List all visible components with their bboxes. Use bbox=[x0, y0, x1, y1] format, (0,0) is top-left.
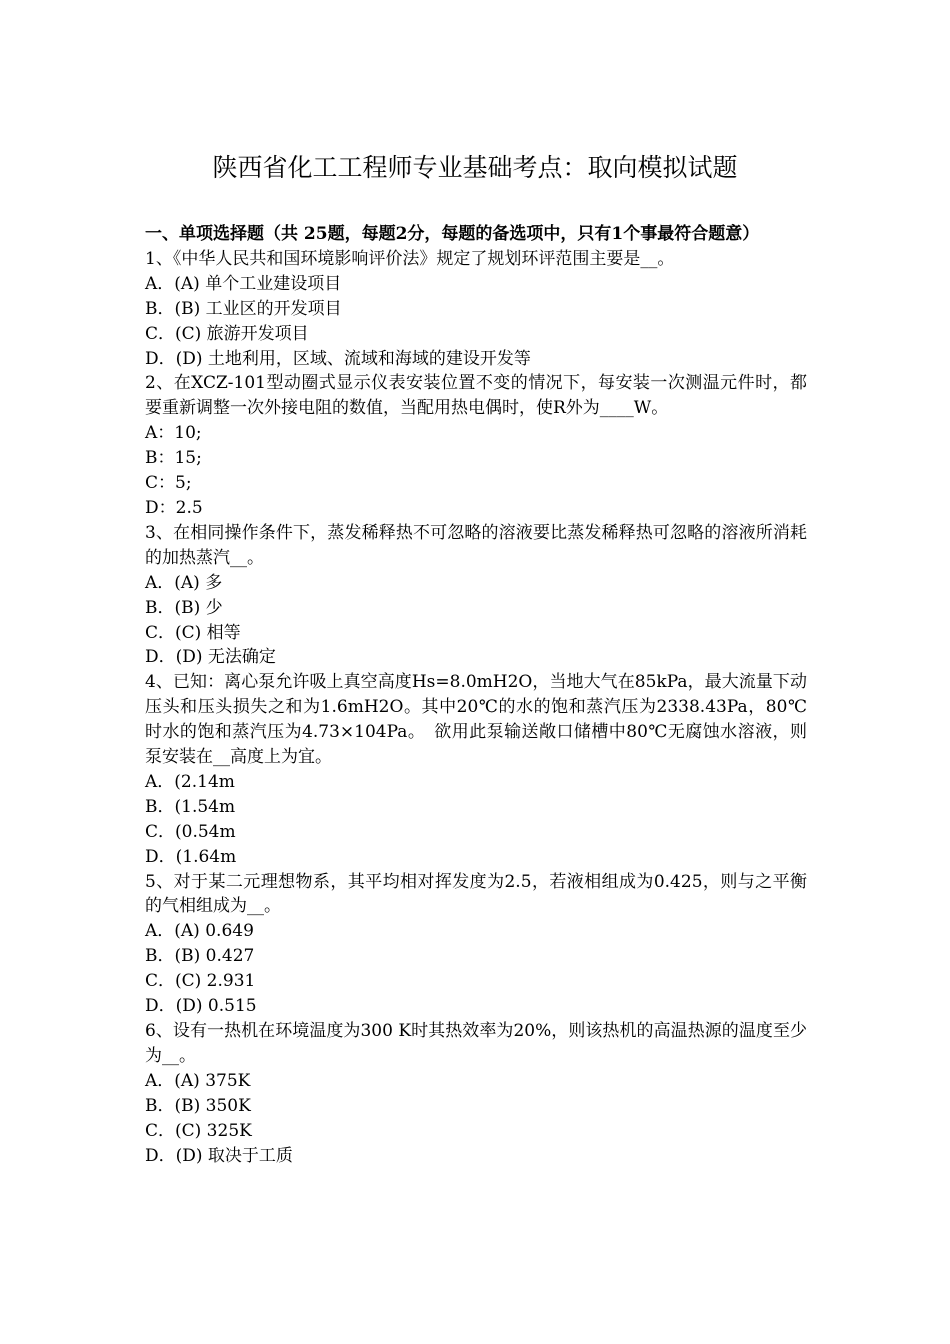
option-a: A．(A) 0.649 bbox=[145, 921, 254, 942]
question-1 bbox=[145, 247, 807, 372]
option-c: C．(C) 旅游开发项目 bbox=[145, 323, 309, 344]
question-text: 2、在XCZ-101型动圈式显示仪表安装位置不变的情况下，每安装一次测温元件时，都要重新调整一次外接电阻的数值，当配用热电偶时，使R外为____W。 bbox=[145, 373, 807, 419]
question-3 bbox=[145, 521, 807, 670]
question-5 bbox=[145, 870, 807, 1019]
question-text: 4、已知：离心泵允许吸上真空高度Hs=8.0mH2O，当地大气在85kPa，最大流量下动压头和压头损失之和为1.6mH2O。其中20℃的水的饱和蒸汽压为2338.43Pa，80℃时水的饱和蒸汽压为4.73×104Pa。 欲用此泵输送敞口储槽中80℃无腐蚀水溶液，则泵安装在__高度上为宜。 bbox=[145, 672, 807, 768]
option-d: D．(D) 土地利用，区域、流域和海域的建设开发等 bbox=[145, 348, 531, 369]
option-a: A．(A) 多 bbox=[145, 572, 223, 593]
option-c: C．(0.54m bbox=[145, 821, 236, 842]
option-c: C．(C) 2.931 bbox=[145, 971, 256, 992]
question-2 bbox=[145, 371, 807, 520]
option-a: A．(2.14m bbox=[145, 771, 235, 792]
option-a: A：10; bbox=[145, 423, 202, 444]
option-a: A．(A) 375K bbox=[145, 1070, 251, 1091]
option-b: B．(1.54m bbox=[145, 796, 236, 817]
question-6 bbox=[145, 1019, 807, 1168]
option-c: C．(C) 325K bbox=[145, 1120, 252, 1141]
question-text: 3、在相同操作条件下，蒸发稀释热不可忽略的溶液要比蒸发稀释热可忽略的溶液所消耗的加热蒸汽__。 bbox=[145, 522, 807, 568]
option-b: B．(B) 工业区的开发项目 bbox=[145, 298, 342, 319]
option-b: B．(B) 少 bbox=[145, 597, 223, 618]
option-d: D．(1.64m bbox=[145, 846, 237, 867]
question-text: 6、设有一热机在环境温度为300 K时其热效率为20%，则该热机的高温热源的温度至少为__。 bbox=[145, 1021, 807, 1066]
option-d: D．(D) 取决于工质 bbox=[145, 1145, 293, 1166]
option-d: D．(D) 0.515 bbox=[145, 996, 257, 1017]
option-b: B：15; bbox=[145, 448, 202, 469]
question-4 bbox=[145, 670, 807, 869]
option-d: D：2.5 bbox=[145, 497, 203, 518]
option-d: D．(D) 无法确定 bbox=[145, 647, 276, 668]
section-heading: 一、单项选择题（共 25题，每题2分，每题的备选项中，只有1个事最符合题意） bbox=[145, 224, 760, 244]
question-text: 5、对于某二元理想物系，其平均相对挥发度为2.5，若液相组成为0.425，则与之平衡的气相组成为__。 bbox=[145, 871, 807, 917]
option-c: C．(C) 相等 bbox=[145, 622, 241, 643]
option-a: A．(A) 单个工业建设项目 bbox=[145, 273, 342, 294]
page-title: 陕西省化工工程师专业基础考点：取向模拟试题 bbox=[212, 153, 738, 182]
option-c: C：5; bbox=[145, 473, 192, 494]
option-b: B．(B) 350K bbox=[145, 1095, 251, 1116]
option-b: B．(B) 0.427 bbox=[145, 946, 255, 967]
question-text: 1、《中华人民共和国环境影响评价法》规定了规划环评范围主要是__。 bbox=[145, 248, 675, 269]
document-body bbox=[145, 222, 807, 1168]
